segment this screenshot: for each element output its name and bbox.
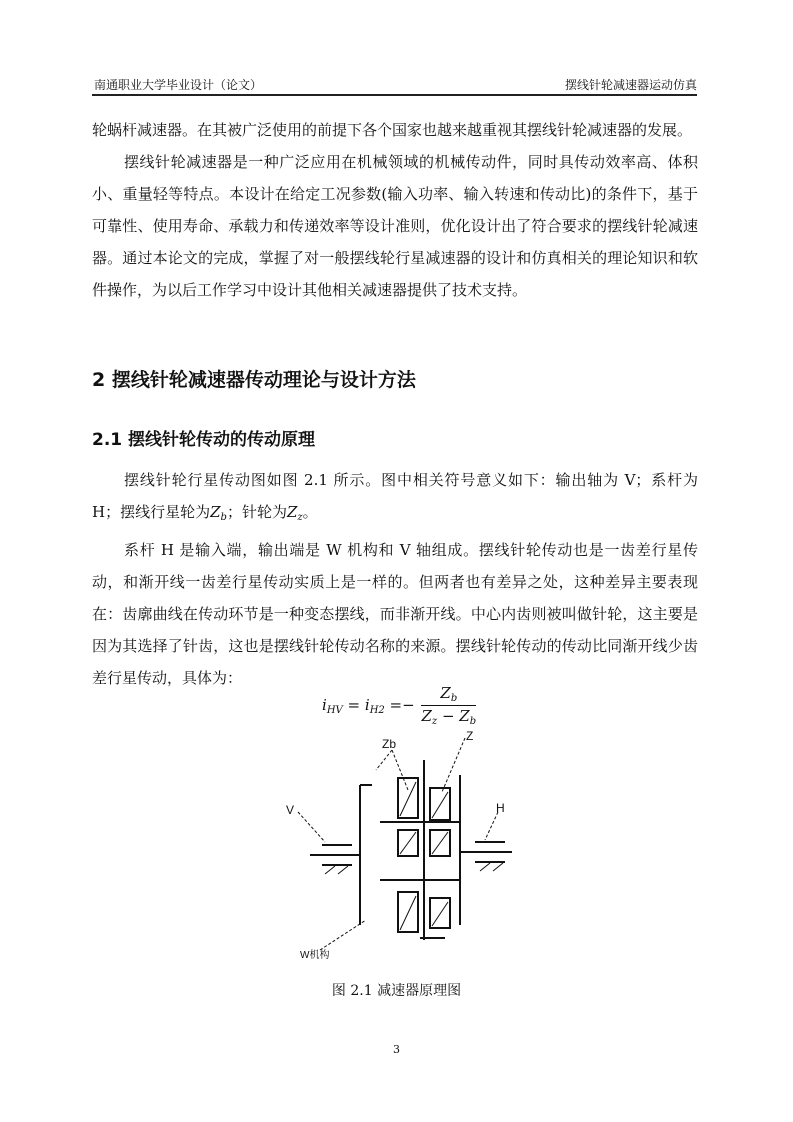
hatch-3 xyxy=(400,832,416,854)
label-v: V xyxy=(286,803,295,817)
formula-i-sub-h2: H2 xyxy=(369,704,385,716)
formula-equals-minus: =− xyxy=(384,695,415,714)
symbol-zb-sub: b xyxy=(220,512,227,523)
formula-den-z1: Z xyxy=(421,707,432,725)
hatch-7 xyxy=(325,866,335,874)
transmission-paragraph: 系杆 H 是输入端，输出端是 W 机构和 V 轴组成。摆线针轮传动也是一齿差行星传动，和渐开线一齿差行星传动实质上是一样的。但两者也有差异之处，这种差异主要表现在：齿廓曲线在传动环节是一种变态摆线，而非渐开线。中心内齿则被叫做针轮，这主要是因为其选择了针齿，这也是摆线针轮传动名称的来源。摆线针轮传动的传动比同渐开线少齿差行星传动，具体为： xyxy=(92,541,698,687)
formula-numerator xyxy=(421,684,476,706)
hatch-5 xyxy=(400,896,416,930)
leader-v xyxy=(298,812,325,842)
symbol-zz-sub: z xyxy=(297,512,303,523)
formula-i: i xyxy=(322,695,327,714)
formula-equals-1: = xyxy=(342,695,365,714)
intro-section xyxy=(92,114,698,306)
leader-zb-2 xyxy=(376,750,392,770)
chapter-heading: 2 摆线针轮减速器传动理论与设计方法 xyxy=(92,369,416,391)
leader-zb xyxy=(392,750,408,790)
symbols-text-c: 。 xyxy=(302,503,318,521)
symbols-text-a: 摆线针轮行星传动图如图 2.1 所示。图中相关符号意义如下：输出轴为 V；系杆为 H；摆线行星轮为 xyxy=(92,471,698,521)
hatch-1 xyxy=(400,782,416,816)
header-left-title: 南通职业大学毕业设计（论文） xyxy=(94,78,263,92)
principle-section xyxy=(92,464,698,694)
header-right-title: 摆线针轮减速器运动仿真 xyxy=(564,78,697,92)
page-header xyxy=(92,76,697,96)
formula-fraction xyxy=(421,684,476,727)
hatch-2 xyxy=(432,792,448,818)
formula-num-sub: b xyxy=(450,693,458,704)
symbol-zz: Z xyxy=(286,503,298,521)
symbols-paragraph xyxy=(92,464,698,534)
formula-den-z2: Z xyxy=(459,707,470,725)
section-heading: 2.1 摆线针轮传动的传动原理 xyxy=(92,430,316,450)
symbol-zb: Z xyxy=(210,503,221,521)
formula-lhs xyxy=(322,696,415,716)
hatch-10 xyxy=(493,863,503,871)
leader-z xyxy=(442,738,465,792)
formula-den-z1-sub: z xyxy=(431,716,438,727)
label-zb: Zb xyxy=(382,737,397,751)
hatch-4 xyxy=(432,832,448,854)
reducer-schematic-svg xyxy=(280,730,520,965)
formula-denominator xyxy=(421,706,476,727)
reducer-diagram xyxy=(280,730,520,965)
formula-den-minus: − xyxy=(437,707,460,725)
intro-paragraph-2: 摆线针轮减速器是一种广泛应用在机械领域的机械传动件，同时具传动效率高、体积小、重量轻等特点。本设计在给定工况参数(输入功率、输入转速和传动比)的条件下，基于可靠性、使用寿命、承载力和传递效率等设计准则，优化设计出了符合要求的摆线针轮减速器。通过本论文的完成，掌握了对一般摆线轮行星减速器的设计和仿真相关的理论知识和软件操作，为以后工作学习中设计其他相关减速器提供了技术支持。 xyxy=(92,153,698,299)
formula-i-2: i xyxy=(364,695,370,714)
pin-gear-block-bottom xyxy=(430,898,450,928)
label-z: Z xyxy=(466,730,474,743)
hatch-8 xyxy=(338,866,348,874)
hatch-9 xyxy=(480,863,490,871)
schematic-lines xyxy=(310,760,512,940)
intro-paragraph-1: 轮蜗杆减速器。在其被广泛使用的前提下各个国家也越来越重视其摆线针轮减速器的发展。 xyxy=(92,121,693,139)
label-w-mechanism: W机构 xyxy=(300,950,330,961)
figure-caption: 图 2.1 减速器原理图 xyxy=(331,983,462,999)
gear-ratio-formula xyxy=(322,684,476,727)
leader-h xyxy=(485,812,498,840)
hatch-6 xyxy=(432,902,448,926)
formula-i-sub-hv: HV xyxy=(326,704,343,716)
formula-den-z2-sub: b xyxy=(469,716,477,727)
leader-w xyxy=(320,920,366,950)
symbols-text-b: ；针轮为 xyxy=(226,503,287,521)
page-number: 3 xyxy=(393,1043,400,1056)
formula-num-z: Z xyxy=(440,684,451,702)
label-h: H xyxy=(496,801,505,815)
